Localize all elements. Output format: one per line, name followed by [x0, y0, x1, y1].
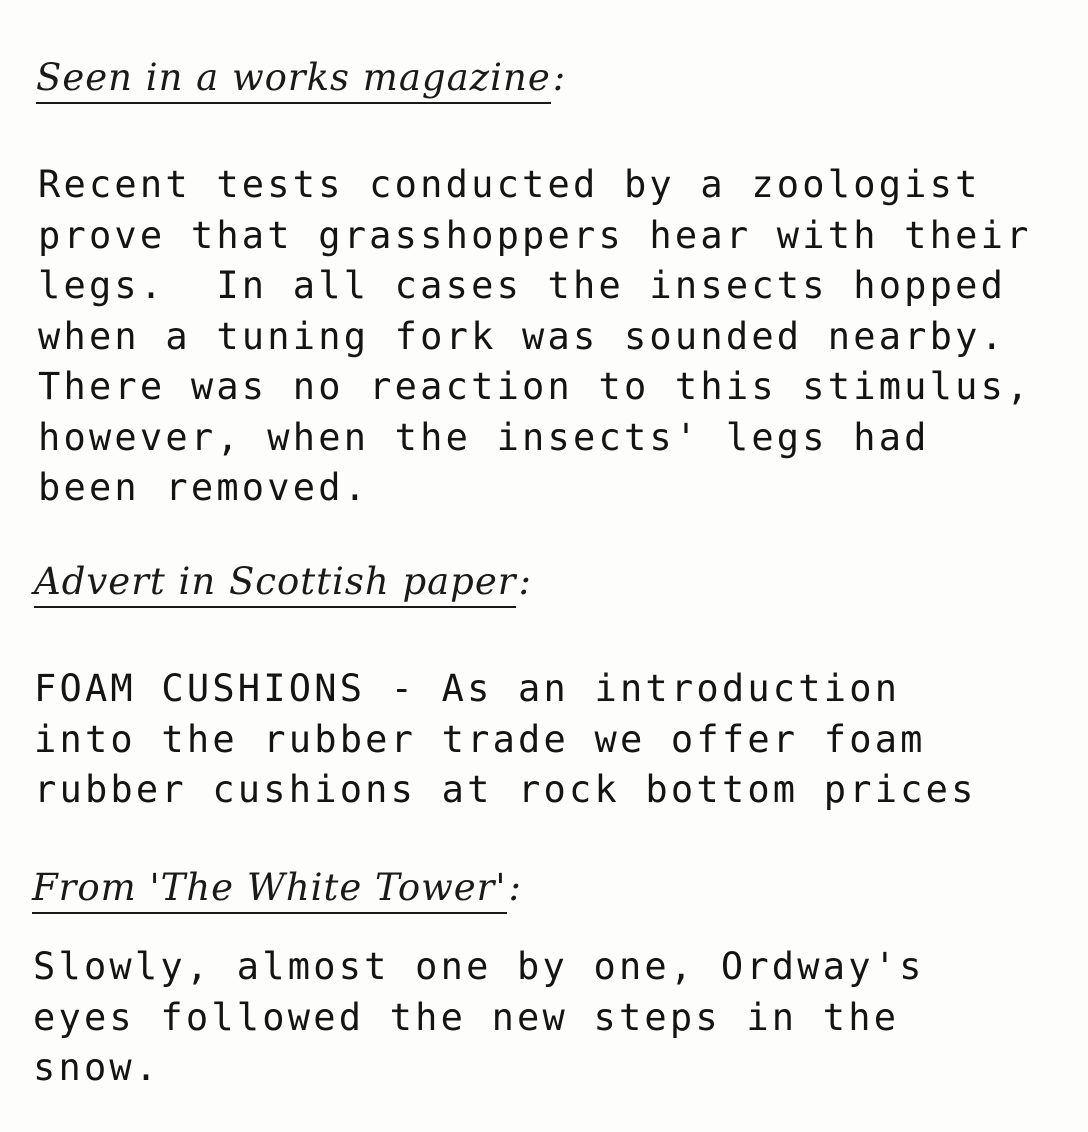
section-body: [34, 664, 977, 816]
body-line: snow.: [33, 1046, 161, 1089]
body-line: eyes followed the new steps in the: [33, 995, 900, 1039]
section-heading: [32, 866, 522, 914]
body-line: FOAM CUSHIONS - As an introduction: [34, 667, 901, 710]
body-line: when a tuning fork was sounded nearby.: [38, 314, 1007, 358]
heading-underlined-text: From 'The White Tower': [32, 866, 507, 914]
body-line: into the rubber trade we offer foam: [34, 717, 926, 761]
section-heading: [36, 56, 566, 104]
body-line: been removed.: [38, 466, 370, 509]
heading-colon: :: [508, 866, 523, 909]
heading-underlined-text: Seen in a works magazine: [36, 56, 551, 104]
heading-colon: :: [518, 560, 532, 603]
body-line: Recent tests conducted by a zoologist: [38, 163, 981, 206]
body-line: legs. In all cases the insects hopped: [38, 264, 1007, 307]
body-line: prove that grasshoppers hear with their: [38, 213, 1032, 257]
body-line: rubber cushions at rock bottom prices: [34, 768, 977, 811]
section-body: [38, 160, 1032, 514]
body-line: There was no reaction to this stimulus,: [38, 365, 1032, 408]
body-line: Slowly, almost one by one, Ordway's: [33, 945, 925, 988]
heading-underlined-text: Advert in Scottish paper: [34, 560, 516, 608]
body-line: however, when the insects' legs had: [38, 415, 930, 459]
section-body: [33, 942, 925, 1094]
heading-colon: :: [552, 56, 567, 99]
section-heading: [34, 560, 532, 608]
